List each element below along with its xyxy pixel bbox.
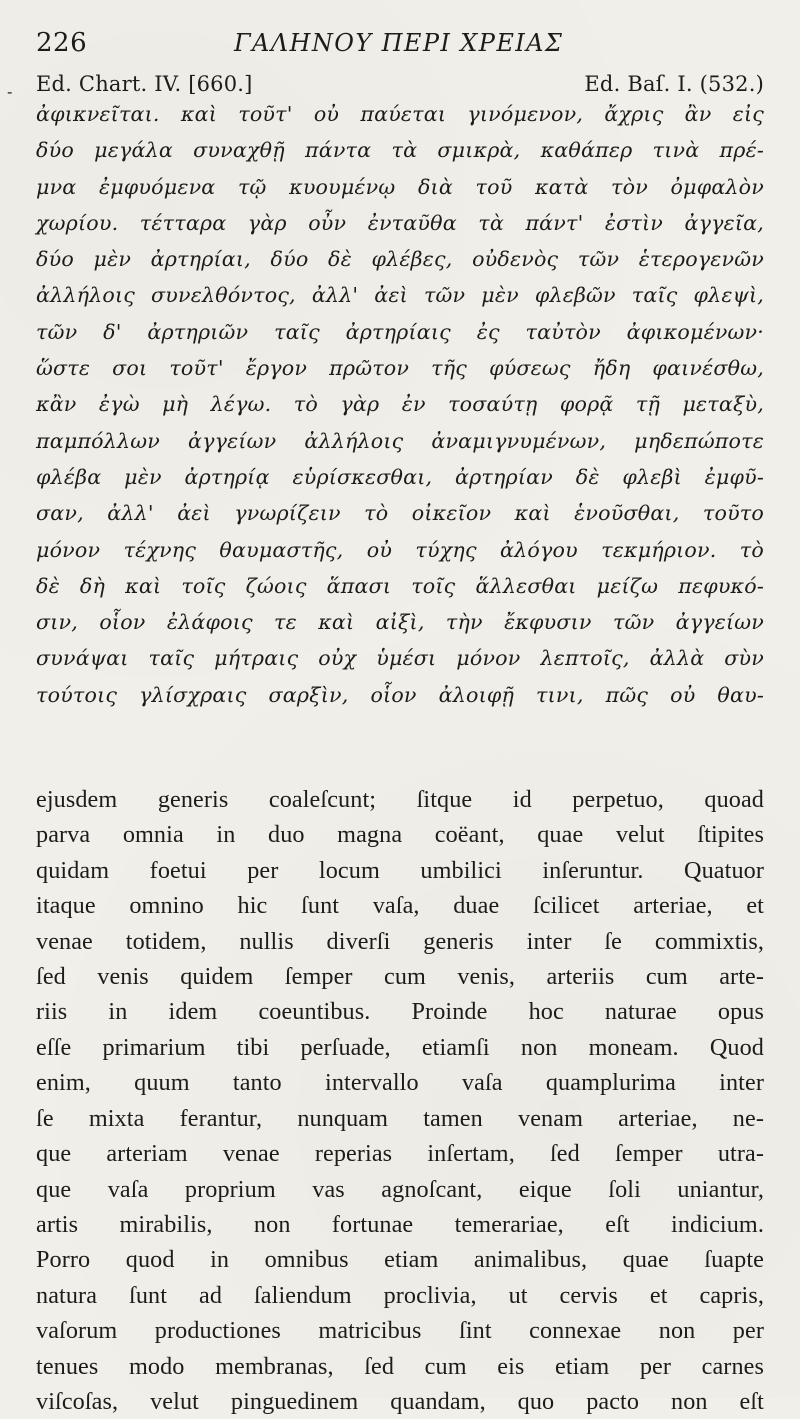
- greek-line: ἀλλήλοις συνελθόντος, ἀλλ' ἀεὶ τῶν μὲν φλεβῶν ταῖς φλεψὶ,: [36, 283, 764, 308]
- running-title: ΓΑΛΗΝΟΥ ΠΕΡΙ ΧΡΕΙΑΣ: [234, 29, 564, 57]
- greek-line: χωρίου. τέτταρα γὰρ οὖν ἐνταῦθα τὰ πάντ' ἐστὶν ἀγγεῖα,: [36, 210, 764, 235]
- latin-line: ejusdem generis coaleſcunt; ſitque id perpetuo, quoad: [36, 786, 764, 814]
- greek-line: μόνον τέχνης θαυμαστῆς, οὐ τύχης ἀλόγου τεκμήριον. τὸ: [36, 537, 764, 562]
- latin-line: vaſorum productiones matricibus ſint connexae non per: [36, 1317, 764, 1345]
- edition-right-reference: Ed. Baſ. I. (532.): [584, 72, 764, 96]
- latin-line: venae totidem, nullis diverſi generis inter ſe commixtis,: [36, 927, 764, 955]
- latin-line: riis in idem coeuntibus. Proinde hoc naturae opus: [36, 998, 764, 1026]
- greek-line: τῶν δ' ἀρτηριῶν ταῖς ἀρτηρίαις ἐς ταὐτὸν ἀφικομένων·: [36, 319, 764, 344]
- page-number: 226: [36, 28, 88, 58]
- latin-line: parva omnia in duo magna coëant, quae velut ſtipites: [36, 821, 764, 849]
- greek-line: τούτοις γλίσχραις σαρξὶν, οἷον ἀλοιφῇ τινι, πῶς οὐ θαυ-: [36, 682, 764, 707]
- greek-line: συνάψαι ταῖς μήτραις οὐχ ὑμέσι μόνον λεπτοῖς, ἀλλὰ σὺν: [36, 646, 764, 671]
- latin-line: eſſe primarium tibi perſuade, etiamſi non moneam. Quod: [36, 1033, 764, 1061]
- greek-line: σαν, ἀλλ' ἀεὶ γνωρίζειν τὸ οἰκεῖον καὶ ἑνοῦσθαι, τοῦτο: [36, 501, 764, 526]
- latin-line: que arteriam venae reperias inſertam, ſed ſemper utra-: [36, 1140, 764, 1168]
- greek-line: δύο μὲν ἀρτηρίαι, δύο δὲ φλέβες, οὐδενὸς τῶν ἑτερογενῶν: [36, 247, 764, 272]
- latin-line: tenues modo membranas, ſed cum eis etiam per carnes: [36, 1352, 764, 1380]
- greek-line: δὲ δὴ καὶ τοῖς ζώοις ἅπασι τοῖς ἅλλεσθαι μείζω πεφυκό-: [36, 573, 764, 598]
- greek-text-block: [36, 96, 764, 713]
- latin-line: viſcoſas, velut pinguedinem quandam, quo pacto non eſt: [36, 1387, 764, 1415]
- greek-line: κἂν ἐγὼ μὴ λέγω. τὸ γὰρ ἐν τοσαύτῃ φορᾷ τῇ μεταξὺ,: [36, 392, 764, 417]
- latin-line: itaque omnino hic ſunt vaſa, duae ſcilicet arteriae, et: [36, 892, 764, 920]
- page-header: [36, 0, 764, 64]
- greek-line: μνα ἐμφυόμενα τῷ κυουμένῳ διὰ τοῦ κατὰ τὸν ὀμφαλὸν: [36, 174, 764, 199]
- latin-line: ſed venis quidem ſemper cum venis, arteriis cum arte-: [36, 963, 764, 991]
- greek-line: δύο μεγάλα συναχθῇ πάντα τὰ σμικρὰ, καθάπερ τινὰ πρέ-: [36, 138, 764, 163]
- edition-reference-line: [7, 64, 764, 101]
- latin-line: quidam foetui per locum umbilici inſeruntur. Quatuor: [36, 856, 764, 884]
- latin-line: que vaſa proprium vas agnoſcant, eique ſoli uniantur,: [36, 1175, 764, 1203]
- latin-line: Porro quod in omnibus etiam animalibus, quae ſuapte: [36, 1246, 764, 1274]
- greek-line: παμπόλλων ἀγγείων ἀλλήλοις ἀναμιγνυμένων, μηδεπώποτε: [36, 428, 764, 453]
- latin-line: natura ſunt ad ſaliendum proclivia, ut cervis et capris,: [36, 1281, 764, 1309]
- margin-mark: -: [7, 82, 13, 101]
- greek-line: ἀφικνεῖται. καὶ τοῦτ' οὐ παύεται γινόμενον, ἄχρις ἂν εἰς: [36, 102, 764, 126]
- latin-line: ſe mixta ferantur, nunquam tamen venam arteriae, ne-: [36, 1104, 764, 1132]
- latin-line: enim, quum tanto intervallo vaſa quamplurima inter: [36, 1069, 764, 1097]
- latin-line: artis mirabilis, non fortunae temerariae, eſt indicium.: [36, 1210, 764, 1238]
- latin-text-block: [36, 782, 764, 1419]
- edition-left-reference: Ed. Chart. IV. [660.]: [36, 72, 253, 96]
- greek-line: ὥστε σοι τοῦτ' ἔργον πρῶτον τῆς φύσεως ἤδη φαινέσθω,: [36, 356, 764, 381]
- greek-line: φλέβα μὲν ἀρτηρίᾳ εὑρίσκεσθαι, ἀρτηρίαν δὲ φλεβὶ ἐμφῦ-: [36, 464, 764, 489]
- greek-line: σιν, οἷον ἐλάφοις τε καὶ αἰξὶ, τὴν ἔκφυσιν τῶν ἀγγείων: [36, 610, 764, 635]
